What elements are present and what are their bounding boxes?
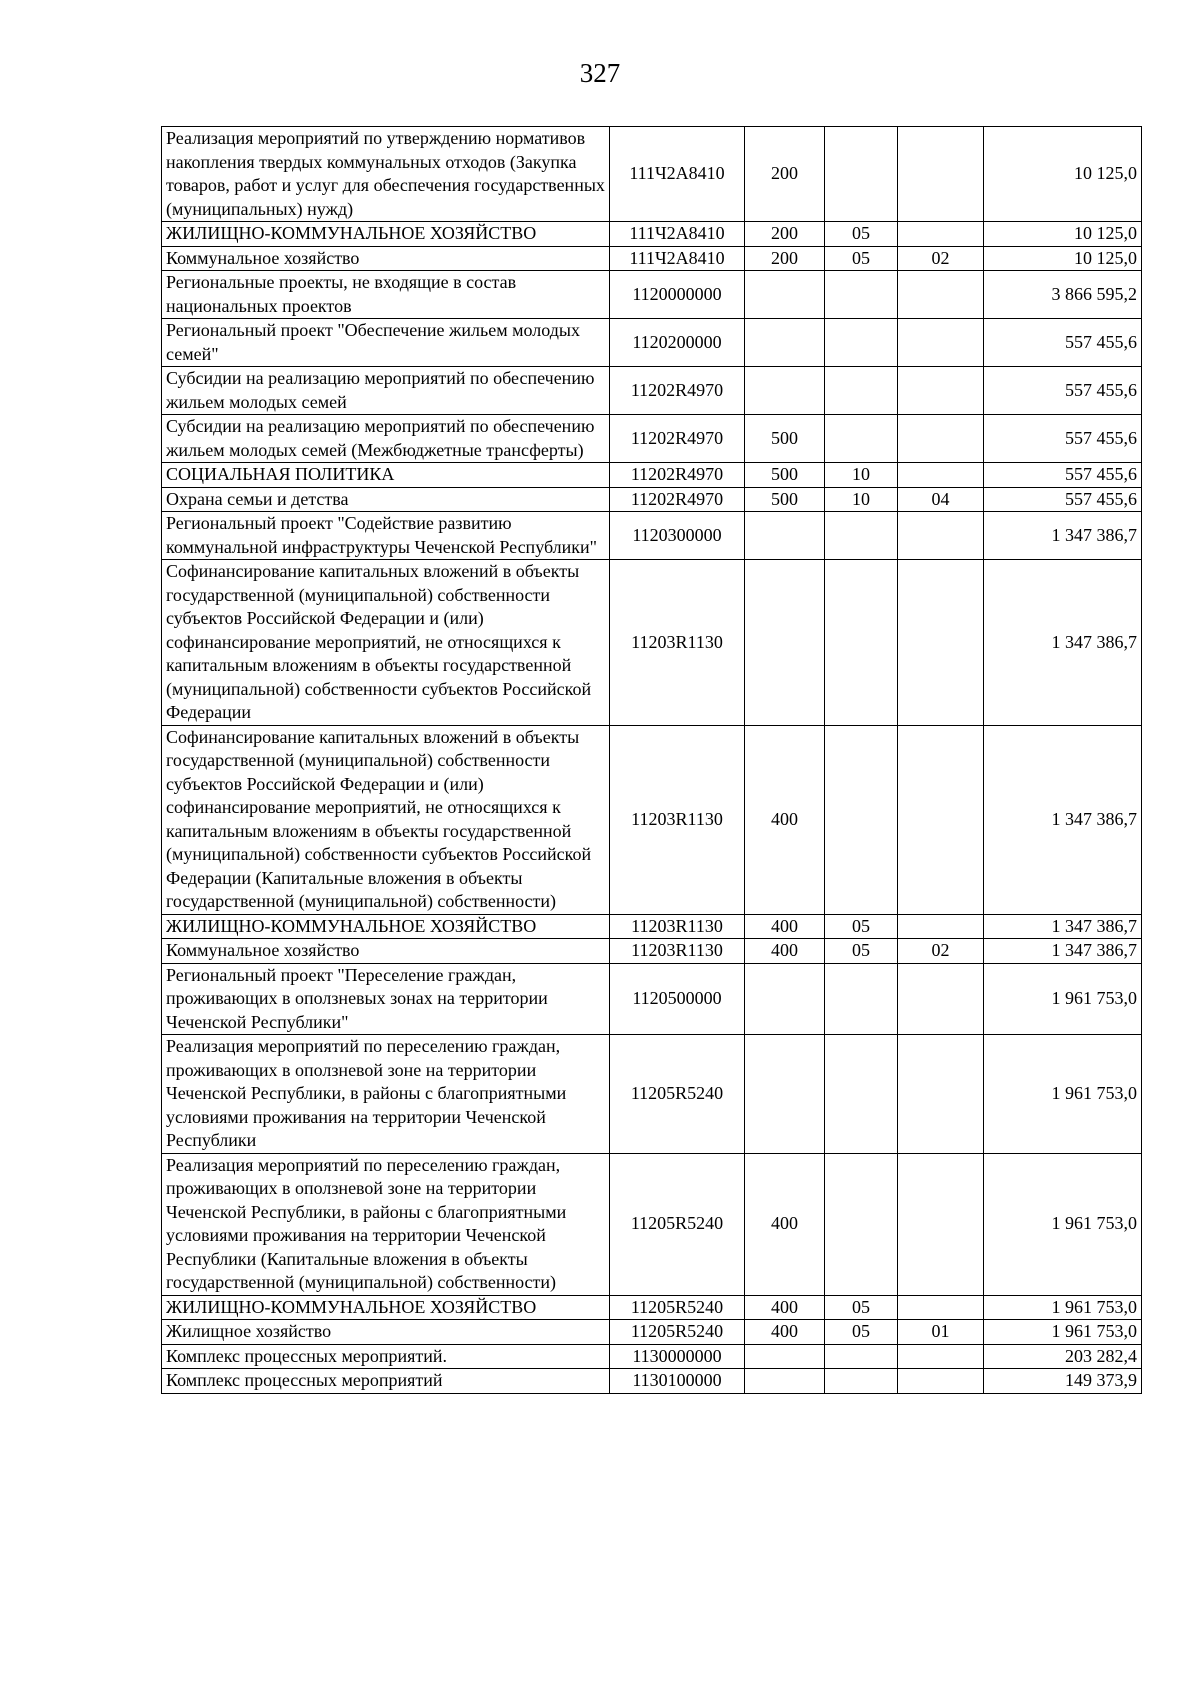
- section-cell: [825, 963, 898, 1035]
- table-row: [162, 1153, 1142, 1295]
- item-name-cell: ЖИЛИЩНО-КОММУНАЛЬНОЕ ХОЗЯЙСТВО: [162, 222, 610, 247]
- subsection-cell: [898, 1295, 984, 1320]
- subsection-cell: [898, 560, 984, 726]
- expense-type-cell: [745, 512, 825, 560]
- item-name-cell: Реализация мероприятий по утверждению нормативов накопления твердых коммунальных отходов (Закупка товаров, работ и услуг для обеспечения государственных (муниципальных) нужд): [162, 127, 610, 222]
- amount-cell: 557 455,6: [984, 463, 1142, 488]
- target-code-cell: 11205R5240: [610, 1035, 745, 1154]
- section-cell: [825, 1153, 898, 1295]
- subsection-cell: [898, 463, 984, 488]
- subsection-cell: [898, 1153, 984, 1295]
- amount-cell: 203 282,4: [984, 1344, 1142, 1369]
- expense-type-cell: 500: [745, 463, 825, 488]
- amount-cell: 557 455,6: [984, 415, 1142, 463]
- expense-type-cell: [745, 963, 825, 1035]
- target-code-cell: 1120200000: [610, 319, 745, 367]
- target-code-cell: 1120000000: [610, 271, 745, 319]
- target-code-cell: 11205R5240: [610, 1320, 745, 1345]
- subsection-cell: 02: [898, 246, 984, 271]
- item-name-cell: ЖИЛИЩНО-КОММУНАЛЬНОЕ ХОЗЯЙСТВО: [162, 914, 610, 939]
- amount-cell: 1 347 386,7: [984, 725, 1142, 914]
- item-name-cell: Реализация мероприятий по переселению граждан, проживающих в оползневой зоне на территории Чеченской Республики, в районы с благоприятными условиями проживания на территории Чеченской Республики: [162, 1035, 610, 1154]
- table-row: [162, 1344, 1142, 1369]
- table-row: [162, 222, 1142, 247]
- target-code-cell: 111Ч2А8410: [610, 222, 745, 247]
- expense-type-cell: 200: [745, 222, 825, 247]
- target-code-cell: 11205R5240: [610, 1153, 745, 1295]
- table-row: [162, 512, 1142, 560]
- amount-cell: 3 866 595,2: [984, 271, 1142, 319]
- expense-type-cell: [745, 1344, 825, 1369]
- section-cell: [825, 319, 898, 367]
- target-code-cell: 11203R1130: [610, 914, 745, 939]
- subsection-cell: 02: [898, 939, 984, 964]
- expense-type-cell: 400: [745, 1153, 825, 1295]
- target-code-cell: 11202R4970: [610, 367, 745, 415]
- expense-type-cell: 400: [745, 1295, 825, 1320]
- expense-type-cell: 400: [745, 725, 825, 914]
- item-name-cell: Охрана семьи и детства: [162, 487, 610, 512]
- section-cell: 05: [825, 1320, 898, 1345]
- amount-cell: 1 961 753,0: [984, 1320, 1142, 1345]
- target-code-cell: 11205R5240: [610, 1295, 745, 1320]
- item-name-cell: ЖИЛИЩНО-КОММУНАЛЬНОЕ ХОЗЯЙСТВО: [162, 1295, 610, 1320]
- target-code-cell: 1130000000: [610, 1344, 745, 1369]
- table-row: [162, 725, 1142, 914]
- subsection-cell: [898, 1344, 984, 1369]
- amount-cell: 1 347 386,7: [984, 512, 1142, 560]
- amount-cell: 1 347 386,7: [984, 914, 1142, 939]
- amount-cell: 1 961 753,0: [984, 1295, 1142, 1320]
- section-cell: 05: [825, 1295, 898, 1320]
- section-cell: 05: [825, 246, 898, 271]
- table-row: [162, 1369, 1142, 1394]
- expense-type-cell: [745, 271, 825, 319]
- item-name-cell: Субсидии на реализацию мероприятий по обеспечению жильем молодых семей: [162, 367, 610, 415]
- table-row: [162, 1320, 1142, 1345]
- table-row: [162, 246, 1142, 271]
- section-cell: 10: [825, 487, 898, 512]
- subsection-cell: [898, 415, 984, 463]
- section-cell: [825, 1344, 898, 1369]
- target-code-cell: 11202R4970: [610, 463, 745, 488]
- subsection-cell: 04: [898, 487, 984, 512]
- table-row: [162, 560, 1142, 726]
- item-name-cell: Региональный проект "Содействие развитию коммунальной инфраструктуры Чеченской Республики": [162, 512, 610, 560]
- subsection-cell: [898, 367, 984, 415]
- target-code-cell: 11203R1130: [610, 725, 745, 914]
- expense-type-cell: [745, 1369, 825, 1394]
- amount-cell: 1 961 753,0: [984, 963, 1142, 1035]
- subsection-cell: [898, 319, 984, 367]
- subsection-cell: [898, 271, 984, 319]
- table-row: [162, 127, 1142, 222]
- amount-cell: 1 961 753,0: [984, 1035, 1142, 1154]
- item-name-cell: Региональный проект "Обеспечение жильем молодых семей": [162, 319, 610, 367]
- section-cell: 05: [825, 939, 898, 964]
- table-row: [162, 319, 1142, 367]
- amount-cell: 557 455,6: [984, 319, 1142, 367]
- table-row: [162, 367, 1142, 415]
- target-code-cell: 11203R1130: [610, 560, 745, 726]
- amount-cell: 557 455,6: [984, 367, 1142, 415]
- table-row: [162, 463, 1142, 488]
- amount-cell: 557 455,6: [984, 487, 1142, 512]
- item-name-cell: Региональные проекты, не входящие в состав национальных проектов: [162, 271, 610, 319]
- target-code-cell: 1120300000: [610, 512, 745, 560]
- item-name-cell: Софинансирование капитальных вложений в объекты государственной (муниципальной) собственности субъектов Российской Федерации и (или) софинансирование мероприятий, не относящихся к капитальным вложениям в объекты государственной (муниципальной) собственности субъектов Российской Федерации (Капитальные вложения в объекты государственной (муниципальной) собственности): [162, 725, 610, 914]
- item-name-cell: Региональный проект "Переселение граждан, проживающих в оползневых зонах на территории Чеченской Республики": [162, 963, 610, 1035]
- expense-type-cell: 500: [745, 487, 825, 512]
- section-cell: [825, 725, 898, 914]
- table-row: [162, 1035, 1142, 1154]
- table-row: [162, 1295, 1142, 1320]
- budget-table-body: [162, 127, 1142, 1394]
- item-name-cell: Жилищное хозяйство: [162, 1320, 610, 1345]
- section-cell: 10: [825, 463, 898, 488]
- subsection-cell: [898, 1369, 984, 1394]
- target-code-cell: 111Ч2А8410: [610, 246, 745, 271]
- item-name-cell: Субсидии на реализацию мероприятий по обеспечению жильем молодых семей (Межбюджетные трансферты): [162, 415, 610, 463]
- table-row: [162, 914, 1142, 939]
- amount-cell: 1 961 753,0: [984, 1153, 1142, 1295]
- table-row: [162, 487, 1142, 512]
- section-cell: [825, 127, 898, 222]
- table-row: [162, 963, 1142, 1035]
- amount-cell: 10 125,0: [984, 127, 1142, 222]
- section-cell: [825, 512, 898, 560]
- amount-cell: 1 347 386,7: [984, 560, 1142, 726]
- subsection-cell: [898, 512, 984, 560]
- subsection-cell: 01: [898, 1320, 984, 1345]
- section-cell: [825, 1369, 898, 1394]
- page-number: 327: [579, 58, 621, 88]
- item-name-cell: СОЦИАЛЬНАЯ ПОЛИТИКА: [162, 463, 610, 488]
- subsection-cell: [898, 914, 984, 939]
- expense-type-cell: 400: [745, 1320, 825, 1345]
- section-cell: [825, 1035, 898, 1154]
- target-code-cell: 1130100000: [610, 1369, 745, 1394]
- item-name-cell: Коммунальное хозяйство: [162, 246, 610, 271]
- item-name-cell: Комплекс процессных мероприятий: [162, 1369, 610, 1394]
- target-code-cell: 11202R4970: [610, 415, 745, 463]
- expense-type-cell: 400: [745, 939, 825, 964]
- item-name-cell: Реализация мероприятий по переселению граждан, проживающих в оползневой зоне на территории Чеченской Республики, в районы с благоприятными условиями проживания на территории Чеченской Республики (Капитальные вложения в объекты государственной (муниципальной) собственности): [162, 1153, 610, 1295]
- item-name-cell: Коммунальное хозяйство: [162, 939, 610, 964]
- expense-type-cell: [745, 1035, 825, 1154]
- target-code-cell: 111Ч2А8410: [610, 127, 745, 222]
- section-cell: [825, 560, 898, 726]
- amount-cell: 10 125,0: [984, 222, 1142, 247]
- expense-type-cell: 200: [745, 127, 825, 222]
- section-cell: [825, 415, 898, 463]
- expense-type-cell: [745, 367, 825, 415]
- item-name-cell: Софинансирование капитальных вложений в объекты государственной (муниципальной) собственности субъектов Российской Федерации и (или) софинансирование мероприятий, не относящихся к капитальным вложениям в объекты государственной (муниципальной) собственности субъектов Российской Федерации: [162, 560, 610, 726]
- target-code-cell: 11203R1130: [610, 939, 745, 964]
- table-row: [162, 939, 1142, 964]
- subsection-cell: [898, 222, 984, 247]
- section-cell: [825, 271, 898, 319]
- target-code-cell: 1120500000: [610, 963, 745, 1035]
- subsection-cell: [898, 127, 984, 222]
- expense-type-cell: 200: [745, 246, 825, 271]
- budget-table: [161, 126, 1142, 1394]
- table-row: [162, 415, 1142, 463]
- expense-type-cell: 400: [745, 914, 825, 939]
- target-code-cell: 11202R4970: [610, 487, 745, 512]
- amount-cell: 149 373,9: [984, 1369, 1142, 1394]
- amount-cell: 10 125,0: [984, 246, 1142, 271]
- section-cell: [825, 367, 898, 415]
- subsection-cell: [898, 963, 984, 1035]
- section-cell: 05: [825, 914, 898, 939]
- expense-type-cell: [745, 560, 825, 726]
- expense-type-cell: 500: [745, 415, 825, 463]
- table-row: [162, 271, 1142, 319]
- section-cell: 05: [825, 222, 898, 247]
- expense-type-cell: [745, 319, 825, 367]
- subsection-cell: [898, 725, 984, 914]
- item-name-cell: Комплекс процессных мероприятий.: [162, 1344, 610, 1369]
- subsection-cell: [898, 1035, 984, 1154]
- amount-cell: 1 347 386,7: [984, 939, 1142, 964]
